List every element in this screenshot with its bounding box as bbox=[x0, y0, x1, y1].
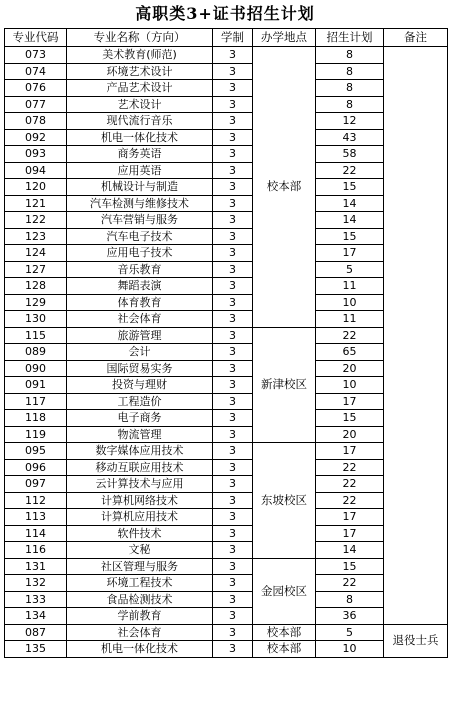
years-cell: 3 bbox=[213, 278, 253, 295]
major-code-cell: 114 bbox=[5, 525, 67, 542]
years-cell: 3 bbox=[213, 129, 253, 146]
major-code-cell: 078 bbox=[5, 113, 67, 130]
years-cell: 3 bbox=[213, 294, 253, 311]
major-name-cell: 现代流行音乐 bbox=[67, 113, 213, 130]
major-code-cell: 073 bbox=[5, 47, 67, 64]
major-name-cell: 艺术设计 bbox=[67, 96, 213, 113]
plan-count-cell: 15 bbox=[316, 410, 384, 427]
years-cell: 3 bbox=[213, 393, 253, 410]
plan-count-cell: 20 bbox=[316, 426, 384, 443]
table-row bbox=[5, 327, 448, 344]
table-row bbox=[5, 459, 448, 476]
major-code-cell: 120 bbox=[5, 179, 67, 196]
years-cell: 3 bbox=[213, 80, 253, 97]
table-row bbox=[5, 113, 448, 130]
table-row bbox=[5, 245, 448, 262]
years-cell: 3 bbox=[213, 575, 253, 592]
plan-count-cell: 10 bbox=[316, 294, 384, 311]
plan-count-cell: 22 bbox=[316, 492, 384, 509]
major-code-cell: 097 bbox=[5, 476, 67, 493]
years-cell: 3 bbox=[213, 558, 253, 575]
major-code-cell: 074 bbox=[5, 63, 67, 80]
table-row bbox=[5, 344, 448, 361]
plan-count-cell: 15 bbox=[316, 228, 384, 245]
plan-count-cell: 22 bbox=[316, 476, 384, 493]
years-cell: 3 bbox=[213, 509, 253, 526]
years-cell: 3 bbox=[213, 525, 253, 542]
plan-count-cell: 36 bbox=[316, 608, 384, 625]
years-cell: 3 bbox=[213, 162, 253, 179]
years-cell: 3 bbox=[213, 591, 253, 608]
major-name-cell: 社会体育 bbox=[67, 624, 213, 641]
location-cell: 校本部 bbox=[253, 624, 316, 641]
plan-count-cell: 65 bbox=[316, 344, 384, 361]
major-code-cell: 113 bbox=[5, 509, 67, 526]
years-cell: 3 bbox=[213, 377, 253, 394]
major-code-cell: 129 bbox=[5, 294, 67, 311]
remark-cell: 退役士兵 bbox=[384, 624, 448, 657]
plan-count-cell: 43 bbox=[316, 129, 384, 146]
major-name-cell: 旅游管理 bbox=[67, 327, 213, 344]
major-name-cell: 文秘 bbox=[67, 542, 213, 559]
major-name-cell: 数字媒体应用技术 bbox=[67, 443, 213, 460]
plan-count-cell: 14 bbox=[316, 195, 384, 212]
table-row bbox=[5, 608, 448, 625]
years-cell: 3 bbox=[213, 311, 253, 328]
table-body bbox=[5, 47, 448, 658]
years-cell: 3 bbox=[213, 608, 253, 625]
major-code-cell: 118 bbox=[5, 410, 67, 427]
years-cell: 3 bbox=[213, 261, 253, 278]
major-code-cell: 122 bbox=[5, 212, 67, 229]
table-row bbox=[5, 63, 448, 80]
years-cell: 3 bbox=[213, 426, 253, 443]
major-code-cell: 131 bbox=[5, 558, 67, 575]
years-cell: 3 bbox=[213, 624, 253, 641]
plan-count-cell: 17 bbox=[316, 525, 384, 542]
years-cell: 3 bbox=[213, 179, 253, 196]
plan-count-cell: 22 bbox=[316, 459, 384, 476]
major-code-cell: 133 bbox=[5, 591, 67, 608]
plan-count-cell: 17 bbox=[316, 509, 384, 526]
table-row bbox=[5, 294, 448, 311]
enrollment-plan-table bbox=[4, 28, 448, 658]
major-name-cell: 食品检测技术 bbox=[67, 591, 213, 608]
table-row bbox=[5, 426, 448, 443]
plan-count-cell: 12 bbox=[316, 113, 384, 130]
major-name-cell: 计算机应用技术 bbox=[67, 509, 213, 526]
table-row bbox=[5, 195, 448, 212]
major-code-cell: 127 bbox=[5, 261, 67, 278]
major-code-cell: 090 bbox=[5, 360, 67, 377]
table-row bbox=[5, 96, 448, 113]
major-name-cell: 产品艺术设计 bbox=[67, 80, 213, 97]
major-code-cell: 124 bbox=[5, 245, 67, 262]
major-name-cell: 云计算技术与应用 bbox=[67, 476, 213, 493]
major-code-cell: 093 bbox=[5, 146, 67, 163]
plan-count-cell: 8 bbox=[316, 80, 384, 97]
major-name-cell: 工程造价 bbox=[67, 393, 213, 410]
major-code-cell: 134 bbox=[5, 608, 67, 625]
table-row bbox=[5, 47, 448, 64]
years-cell: 3 bbox=[213, 641, 253, 658]
plan-count-cell: 15 bbox=[316, 558, 384, 575]
plan-count-cell: 22 bbox=[316, 162, 384, 179]
table-row bbox=[5, 443, 448, 460]
major-name-cell: 机电一体化技术 bbox=[67, 129, 213, 146]
years-cell: 3 bbox=[213, 96, 253, 113]
table-row bbox=[5, 641, 448, 658]
major-code-cell: 128 bbox=[5, 278, 67, 295]
header-remark: 备注 bbox=[384, 29, 448, 47]
table-row bbox=[5, 179, 448, 196]
table-row bbox=[5, 624, 448, 641]
header-location: 办学地点 bbox=[253, 29, 316, 47]
major-code-cell: 130 bbox=[5, 311, 67, 328]
plan-count-cell: 11 bbox=[316, 278, 384, 295]
plan-count-cell: 22 bbox=[316, 575, 384, 592]
major-name-cell: 国际贸易实务 bbox=[67, 360, 213, 377]
major-code-cell: 092 bbox=[5, 129, 67, 146]
table-row bbox=[5, 575, 448, 592]
header-plan: 招生计划 bbox=[316, 29, 384, 47]
major-name-cell: 机械设计与制造 bbox=[67, 179, 213, 196]
major-name-cell: 电子商务 bbox=[67, 410, 213, 427]
major-name-cell: 会计 bbox=[67, 344, 213, 361]
major-name-cell: 投资与理财 bbox=[67, 377, 213, 394]
major-name-cell: 美术教育(师范) bbox=[67, 47, 213, 64]
plan-count-cell: 17 bbox=[316, 245, 384, 262]
major-name-cell: 物流管理 bbox=[67, 426, 213, 443]
plan-count-cell: 10 bbox=[316, 377, 384, 394]
major-name-cell: 应用英语 bbox=[67, 162, 213, 179]
major-code-cell: 132 bbox=[5, 575, 67, 592]
major-name-cell: 应用电子技术 bbox=[67, 245, 213, 262]
table-row bbox=[5, 228, 448, 245]
major-name-cell: 音乐教育 bbox=[67, 261, 213, 278]
table-row bbox=[5, 162, 448, 179]
table-row bbox=[5, 558, 448, 575]
major-code-cell: 076 bbox=[5, 80, 67, 97]
plan-count-cell: 8 bbox=[316, 591, 384, 608]
plan-count-cell: 8 bbox=[316, 47, 384, 64]
major-code-cell: 135 bbox=[5, 641, 67, 658]
location-cell: 金园校区 bbox=[253, 558, 316, 624]
plan-count-cell: 14 bbox=[316, 212, 384, 229]
major-name-cell: 汽车电子技术 bbox=[67, 228, 213, 245]
table-row bbox=[5, 278, 448, 295]
years-cell: 3 bbox=[213, 360, 253, 377]
years-cell: 3 bbox=[213, 113, 253, 130]
table-row bbox=[5, 476, 448, 493]
header-code: 专业代码 bbox=[5, 29, 67, 47]
years-cell: 3 bbox=[213, 344, 253, 361]
table-header-row bbox=[5, 29, 448, 47]
major-code-cell: 119 bbox=[5, 426, 67, 443]
years-cell: 3 bbox=[213, 542, 253, 559]
major-name-cell: 商务英语 bbox=[67, 146, 213, 163]
page-title: 高职类3+证书招生计划 bbox=[135, 4, 315, 23]
major-code-cell: 089 bbox=[5, 344, 67, 361]
location-cell: 新津校区 bbox=[253, 327, 316, 443]
plan-count-cell: 10 bbox=[316, 641, 384, 658]
table-row bbox=[5, 525, 448, 542]
major-code-cell: 091 bbox=[5, 377, 67, 394]
years-cell: 3 bbox=[213, 245, 253, 262]
years-cell: 3 bbox=[213, 228, 253, 245]
years-cell: 3 bbox=[213, 195, 253, 212]
major-name-cell: 环境工程技术 bbox=[67, 575, 213, 592]
major-name-cell: 社区管理与服务 bbox=[67, 558, 213, 575]
major-name-cell: 汽车检测与维修技术 bbox=[67, 195, 213, 212]
major-name-cell: 移动互联应用技术 bbox=[67, 459, 213, 476]
major-code-cell: 096 bbox=[5, 459, 67, 476]
years-cell: 3 bbox=[213, 47, 253, 64]
years-cell: 3 bbox=[213, 476, 253, 493]
table-row bbox=[5, 393, 448, 410]
major-code-cell: 121 bbox=[5, 195, 67, 212]
plan-count-cell: 8 bbox=[316, 96, 384, 113]
years-cell: 3 bbox=[213, 443, 253, 460]
plan-count-cell: 11 bbox=[316, 311, 384, 328]
major-code-cell: 087 bbox=[5, 624, 67, 641]
major-code-cell: 112 bbox=[5, 492, 67, 509]
plan-count-cell: 58 bbox=[316, 146, 384, 163]
plan-count-cell: 5 bbox=[316, 261, 384, 278]
plan-count-cell: 17 bbox=[316, 443, 384, 460]
major-name-cell: 舞蹈表演 bbox=[67, 278, 213, 295]
major-code-cell: 095 bbox=[5, 443, 67, 460]
table-row bbox=[5, 377, 448, 394]
major-name-cell: 计算机网络技术 bbox=[67, 492, 213, 509]
major-name-cell: 学前教育 bbox=[67, 608, 213, 625]
years-cell: 3 bbox=[213, 459, 253, 476]
years-cell: 3 bbox=[213, 492, 253, 509]
table-row bbox=[5, 80, 448, 97]
plan-count-cell: 5 bbox=[316, 624, 384, 641]
major-name-cell: 体育教育 bbox=[67, 294, 213, 311]
plan-count-cell: 22 bbox=[316, 327, 384, 344]
table-row bbox=[5, 311, 448, 328]
table-row bbox=[5, 360, 448, 377]
major-name-cell: 环境艺术设计 bbox=[67, 63, 213, 80]
header-major-name: 专业名称（方向） bbox=[67, 29, 213, 47]
major-code-cell: 117 bbox=[5, 393, 67, 410]
plan-count-cell: 20 bbox=[316, 360, 384, 377]
major-name-cell: 汽车营销与服务 bbox=[67, 212, 213, 229]
years-cell: 3 bbox=[213, 63, 253, 80]
major-name-cell: 软件技术 bbox=[67, 525, 213, 542]
location-cell: 校本部 bbox=[253, 47, 316, 328]
table-row bbox=[5, 212, 448, 229]
table-row bbox=[5, 146, 448, 163]
plan-count-cell: 17 bbox=[316, 393, 384, 410]
major-name-cell: 机电一体化技术 bbox=[67, 641, 213, 658]
major-name-cell: 社会体育 bbox=[67, 311, 213, 328]
major-code-cell: 077 bbox=[5, 96, 67, 113]
plan-count-cell: 14 bbox=[316, 542, 384, 559]
header-years: 学制 bbox=[213, 29, 253, 47]
table-row bbox=[5, 591, 448, 608]
plan-count-cell: 15 bbox=[316, 179, 384, 196]
table-row bbox=[5, 492, 448, 509]
major-code-cell: 094 bbox=[5, 162, 67, 179]
years-cell: 3 bbox=[213, 410, 253, 427]
table-row bbox=[5, 261, 448, 278]
table-row bbox=[5, 129, 448, 146]
major-code-cell: 123 bbox=[5, 228, 67, 245]
table-row bbox=[5, 410, 448, 427]
remark-cell bbox=[384, 47, 448, 625]
major-code-cell: 115 bbox=[5, 327, 67, 344]
years-cell: 3 bbox=[213, 212, 253, 229]
location-cell: 校本部 bbox=[253, 641, 316, 658]
years-cell: 3 bbox=[213, 327, 253, 344]
table-row bbox=[5, 542, 448, 559]
plan-count-cell: 8 bbox=[316, 63, 384, 80]
location-cell: 东坡校区 bbox=[253, 443, 316, 559]
major-code-cell: 116 bbox=[5, 542, 67, 559]
table-row bbox=[5, 509, 448, 526]
years-cell: 3 bbox=[213, 146, 253, 163]
